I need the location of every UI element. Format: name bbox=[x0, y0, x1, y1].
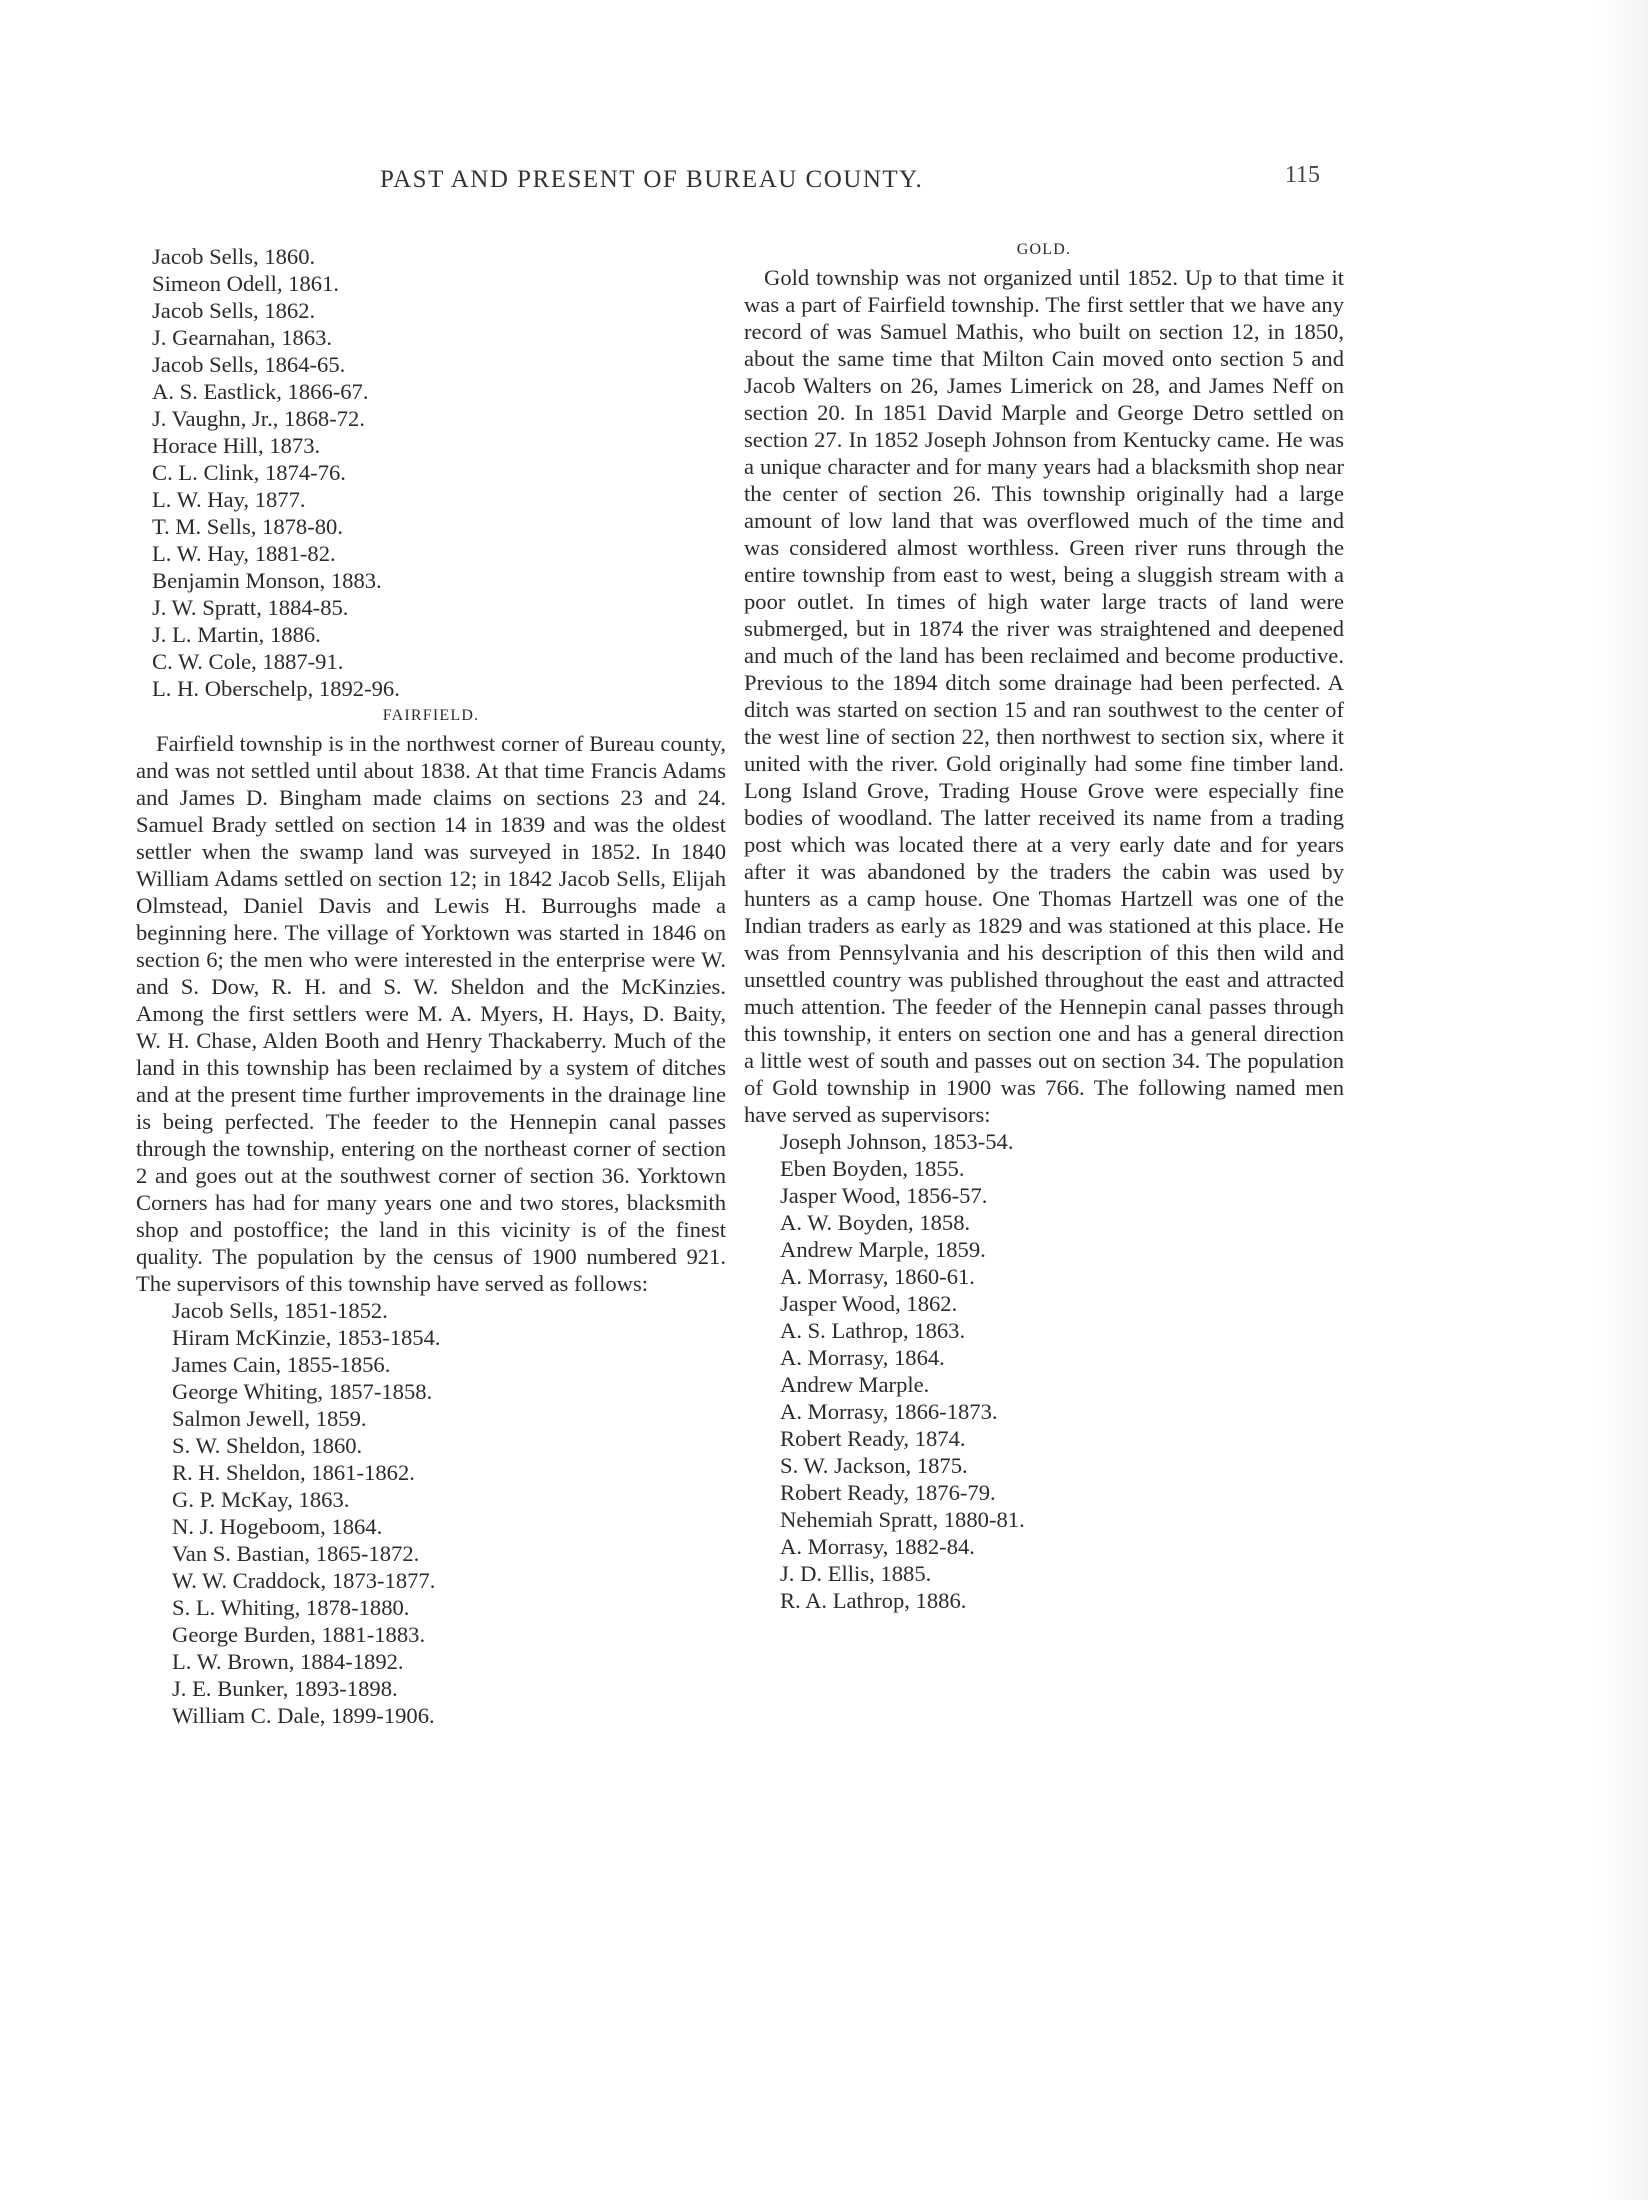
list-item: J. D. Ellis, 1885. bbox=[780, 1561, 932, 1586]
list-item: Nehemiah Spratt, 1880-81. bbox=[780, 1507, 1025, 1532]
list-item: R. H. Sheldon, 1861-1862. bbox=[172, 1460, 415, 1485]
body-paragraph-gold: Gold township was not organized until 1852. Up to that time it was a part of Fairfield township. The first settler that we have any record of was Samuel Mathis, who built on section 12, in 1850, about the same time that Milton Cain moved onto section 5 and Jacob Walters on 26, James Limerick on 28, and James Neff on section 20. In 1851 David Marple and George Detro settled on section 27. In 1852 Joseph Johnson from Kentucky came. He was a unique character and for many years had a blacksmith shop near the center of section 26. This township originally had a large amount of low land that was overflowed much of the time and was considered almost worthless. Green river runs through the entire township from east to west, being a sluggish stream with a poor outlet. In times of high water large tracts of land were submerged, but in 1874 the river was straightened and deepened and much of the land has been reclaimed and become productive. Previous to the 1894 ditch some drainage had been perfected. A ditch was started on section 15 and ran southwest to the center of the west line of section 22, then northwest to section six, where it united with the river. Gold originally had some fine timber land. Long Island Grove, Trading House Grove were especially fine bodies of woodland. The latter received its name from a trading post which was located there at a very early date and for years after it was abandoned by the traders the cabin was used by hunters as a camp house. One Thomas Hartzell was one of the Indian traders as early as 1829 and was stationed at this place. He was from Pennsylvania and his description of this then wild and unsettled country was published throughout the east and attracted much attention. The feeder of the Hennepin canal passes through this township, it enters on section one and has a general direction a little west of south and passes out on section 34. The population of Gold township in 1900 was 766. The following named men have served as supervisors: bbox=[744, 265, 1344, 1127]
list-item: Andrew Marple, 1859. bbox=[780, 1237, 986, 1262]
list-item: William C. Dale, 1899-1906. bbox=[172, 1703, 435, 1728]
list-item: Van S. Bastian, 1865-1872. bbox=[172, 1541, 420, 1566]
list-item: Hiram McKinzie, 1853-1854. bbox=[172, 1325, 441, 1350]
list-item: W. W. Craddock, 1873-1877. bbox=[172, 1568, 436, 1593]
running-title: PAST AND PRESENT OF BUREAU COUNTY. bbox=[380, 166, 924, 193]
list-item: Jacob Sells, 1860. bbox=[152, 244, 316, 269]
list-item: Robert Ready, 1874. bbox=[780, 1426, 966, 1451]
list-item: Horace Hill, 1873. bbox=[152, 433, 321, 458]
list-item: J. L. Martin, 1886. bbox=[152, 622, 321, 647]
list-item: A. Morrasy, 1882-84. bbox=[780, 1534, 975, 1559]
list-item: A. Morrasy, 1864. bbox=[780, 1345, 945, 1370]
list-item: Jasper Wood, 1856-57. bbox=[780, 1183, 988, 1208]
list-item: L. W. Hay, 1877. bbox=[152, 487, 306, 512]
page-header bbox=[380, 162, 1320, 206]
list-item: S. W. Sheldon, 1860. bbox=[172, 1433, 363, 1458]
list-item: Jasper Wood, 1862. bbox=[780, 1291, 958, 1316]
list-item: Joseph Johnson, 1853-54. bbox=[780, 1129, 1014, 1154]
list-item: Robert Ready, 1876-79. bbox=[780, 1480, 996, 1505]
list-item: Jacob Sells, 1864-65. bbox=[152, 352, 346, 377]
list-item: A. S. Lathrop, 1863. bbox=[780, 1318, 966, 1343]
fairfield-supervisor-list bbox=[136, 1297, 726, 1729]
gold-supervisor-list bbox=[744, 1128, 1344, 1614]
body-paragraph-fairfield: Fairfield township is in the northwest corner of Bureau county, and was not settled until about 1838. At that time Francis Adams and James D. Bingham made claims on sections 23 and 24. Samuel Brady settled on section 14 in 1839 and was the oldest settler when the swamp land was surveyed in 1852. In 1840 William Adams settled on section 12; in 1842 Jacob Sells, Elijah Olmstead, Daniel Davis and Lewis H. Burroughs made a beginning here. The village of Yorktown was started in 1846 on section 6; the men who were interested in the enterprise were W. and S. Dow, R. H. and S. W. Sheldon and the McKinzies. Among the first settlers were M. A. Myers, H. Hays, D. Baity, W. H. Chase, Alden Booth and Henry Thackaberry. Much of the land in this township has been reclaimed by a system of ditches and at the present time further improvements in the drainage line is being perfected. The feeder to the Hennepin canal passes through the township, entering on the northeast corner of section 2 and goes out at the southwest corner of section 36. Yorktown Corners has had for many years one and two stores, blacksmith shop and postoffice; the land in this vicinity is of the finest quality. The population by the census of 1900 numbered 921. The supervisors of this township have served as follows: bbox=[136, 731, 726, 1296]
list-item: S. L. Whiting, 1878-1880. bbox=[172, 1595, 410, 1620]
list-item: A. Morrasy, 1866-1873. bbox=[780, 1399, 998, 1424]
section-heading-fairfield: FAIRFIELD. bbox=[382, 707, 480, 724]
right-column bbox=[744, 236, 1344, 1614]
list-item: C. W. Cole, 1887-91. bbox=[152, 649, 344, 674]
list-item: George Whiting, 1857-1858. bbox=[172, 1379, 433, 1404]
list-item: J. Gearnahan, 1863. bbox=[152, 325, 333, 350]
list-item: L. W. Brown, 1884-1892. bbox=[172, 1649, 404, 1674]
list-item: L. W. Hay, 1881-82. bbox=[152, 541, 336, 566]
page-number: 115 bbox=[1284, 162, 1320, 188]
list-item: N. J. Hogeboom, 1864. bbox=[172, 1514, 383, 1539]
list-item: J. W. Spratt, 1884-85. bbox=[152, 595, 349, 620]
list-item: Salmon Jewell, 1859. bbox=[172, 1406, 367, 1431]
list-item: S. W. Jackson, 1875. bbox=[780, 1453, 968, 1478]
list-item: Simeon Odell, 1861. bbox=[152, 271, 340, 296]
left-column bbox=[136, 243, 726, 1729]
list-item: R. A. Lathrop, 1886. bbox=[780, 1588, 967, 1613]
list-item: G. P. McKay, 1863. bbox=[172, 1487, 350, 1512]
page-edge-shadow bbox=[1598, 0, 1648, 2200]
list-item: Jacob Sells, 1862. bbox=[152, 298, 316, 323]
section-heading-gold: GOLD. bbox=[1016, 241, 1072, 258]
list-item: A. W. Boyden, 1858. bbox=[780, 1210, 971, 1235]
list-item: George Burden, 1881-1883. bbox=[172, 1622, 426, 1647]
list-item: J. E. Bunker, 1893-1898. bbox=[172, 1676, 398, 1701]
list-item: C. L. Clink, 1874-76. bbox=[152, 460, 346, 485]
list-item: A. Morrasy, 1860-61. bbox=[780, 1264, 975, 1289]
list-item: Andrew Marple. bbox=[780, 1372, 930, 1397]
list-item: A. S. Eastlick, 1866-67. bbox=[152, 379, 369, 404]
continued-supervisor-list bbox=[136, 243, 726, 702]
list-item: L. H. Oberschelp, 1892-96. bbox=[152, 676, 400, 701]
list-item: T. M. Sells, 1878-80. bbox=[152, 514, 343, 539]
list-item: Benjamin Monson, 1883. bbox=[152, 568, 382, 593]
list-item: James Cain, 1855-1856. bbox=[172, 1352, 391, 1377]
list-item: Jacob Sells, 1851-1852. bbox=[172, 1298, 388, 1323]
list-item: Eben Boyden, 1855. bbox=[780, 1156, 965, 1181]
list-item: J. Vaughn, Jr., 1868-72. bbox=[152, 406, 365, 431]
